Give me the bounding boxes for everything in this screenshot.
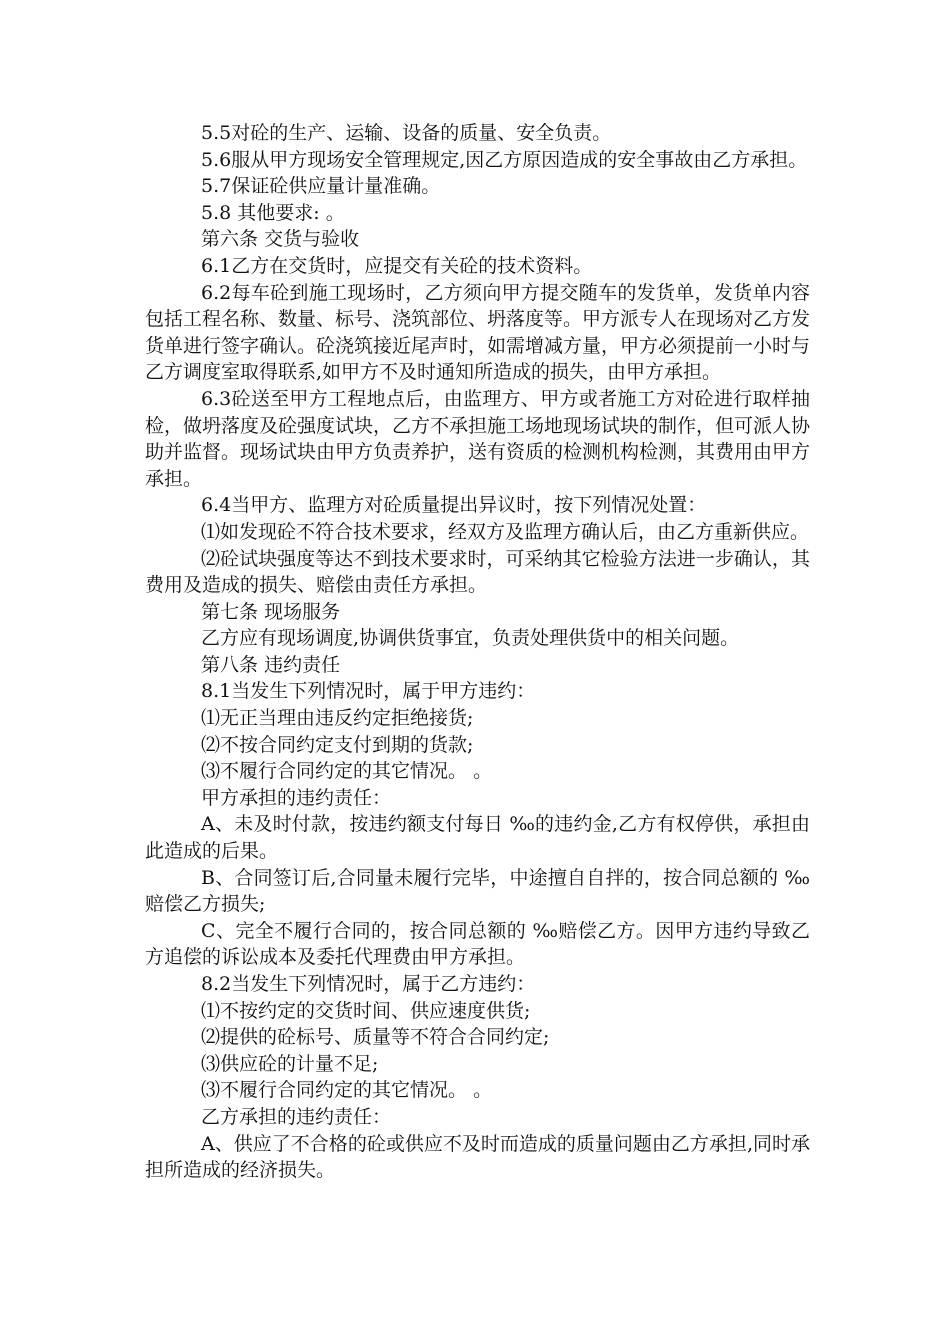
paragraph: A、供应了不合格的砼或供应不及时而造成的质量问题由乙方承担,同时承担所造成的经济损失。 [145,1132,810,1182]
paragraph: B、合同签订后,合同量未履行完毕，中途擅自自拌的，按合同总额的 ‰赔偿乙方损失; [145,866,810,916]
list-item: ⑵提供的砼标号、质量等不符合合同约定; [201,1026,550,1049]
section-heading: 第七条 现场服务 [201,600,341,623]
document-body [145,120,810,1184]
paragraph: 6.2每车砼到施工现场时，乙方须向甲方提交随车的发货单，发货单内容包括工程名称、数量、标号、浇筑部位、坍落度等。甲方派专人在现场对乙方发货单进行签字确认。砼浇筑接近尾声时，如需增减方量，甲方必须提前一小时与乙方调度室取得联系,如甲方不及时通知所造成的损失，由甲方承担。 [145,281,811,384]
paragraph: C、完全不履行合同的，按合同总额的 ‰赔偿乙方。因甲方违约导致乙方追偿的诉讼成本及委托代理费由甲方承担。 [145,919,810,969]
list-item: ⑴如发现砼不符合技术要求，经双方及监理方确认后，由乙方重新供应。 [201,520,810,543]
list-item: ⑵不按合同约定支付到期的货款; [201,733,474,756]
paragraph: 6.3砼送至甲方工程地点后，由监理方、甲方或者施工方对砼进行取样抽检，做坍落度及砼强度试块，乙方不承担施工场地现场试块的制作，但可派人协助并监督。现场试块由甲方负责养护，送有资质的检测机构检测，其费用由甲方承担。 [145,387,811,490]
paragraph: 6.4当甲方、监理方对砼质量提出异议时，按下列情况处置： [201,494,707,517]
paragraph: A、未及时付款，按违约额支付每日 ‰的违约金,乙方有权停供，承担由此造成的后果。 [145,813,810,863]
paragraph: 乙方应有现场调度,协调供货事宜，负责处理供货中的相关问题。 [201,627,740,650]
list-item: ⑴不按约定的交货时间、供应速度供货; [201,999,531,1022]
paragraph: 甲方承担的违约责任： [201,786,392,809]
section-heading: 第八条 违约责任 [201,653,341,676]
paragraph: 5.8 其他要求: 。 [201,201,345,224]
list-item: ⑴无正当理由违反约定拒绝接货; [201,707,474,730]
paragraph: 乙方承担的违约责任： [201,1105,392,1128]
paragraph: 5.5对砼的生产、运输、设备的质量、安全负责。 [201,122,612,144]
paragraph: 5.7保证砼供应量计量准确。 [201,175,441,198]
list-item: ⑶不履行合同约定的其它情况。 。 [201,1079,493,1102]
paragraph: 5.6服从甲方现场安全管理规定,因乙方原因造成的安全事故由乙方承担。 [201,148,808,171]
paragraph: 8.1当发生下列情况时，属于甲方违约： [201,680,536,703]
paragraph: 6.1乙方在交货时，应提交有关砼的技术资料。 [201,254,593,277]
list-item: ⑵砼试块强度等达不到技术要求时，可采纳其它检验方法进一步确认，其费用及造成的损失、赔偿由责任方承担。 [145,547,810,597]
paragraph: 8.2当发生下列情况时，属于乙方违约： [201,973,536,995]
list-item: ⑶不履行合同约定的其它情况。 。 [201,760,493,783]
section-heading: 第六条 交货与验收 [201,228,360,251]
list-item: ⑶供应砼的计量不足; [201,1052,379,1075]
